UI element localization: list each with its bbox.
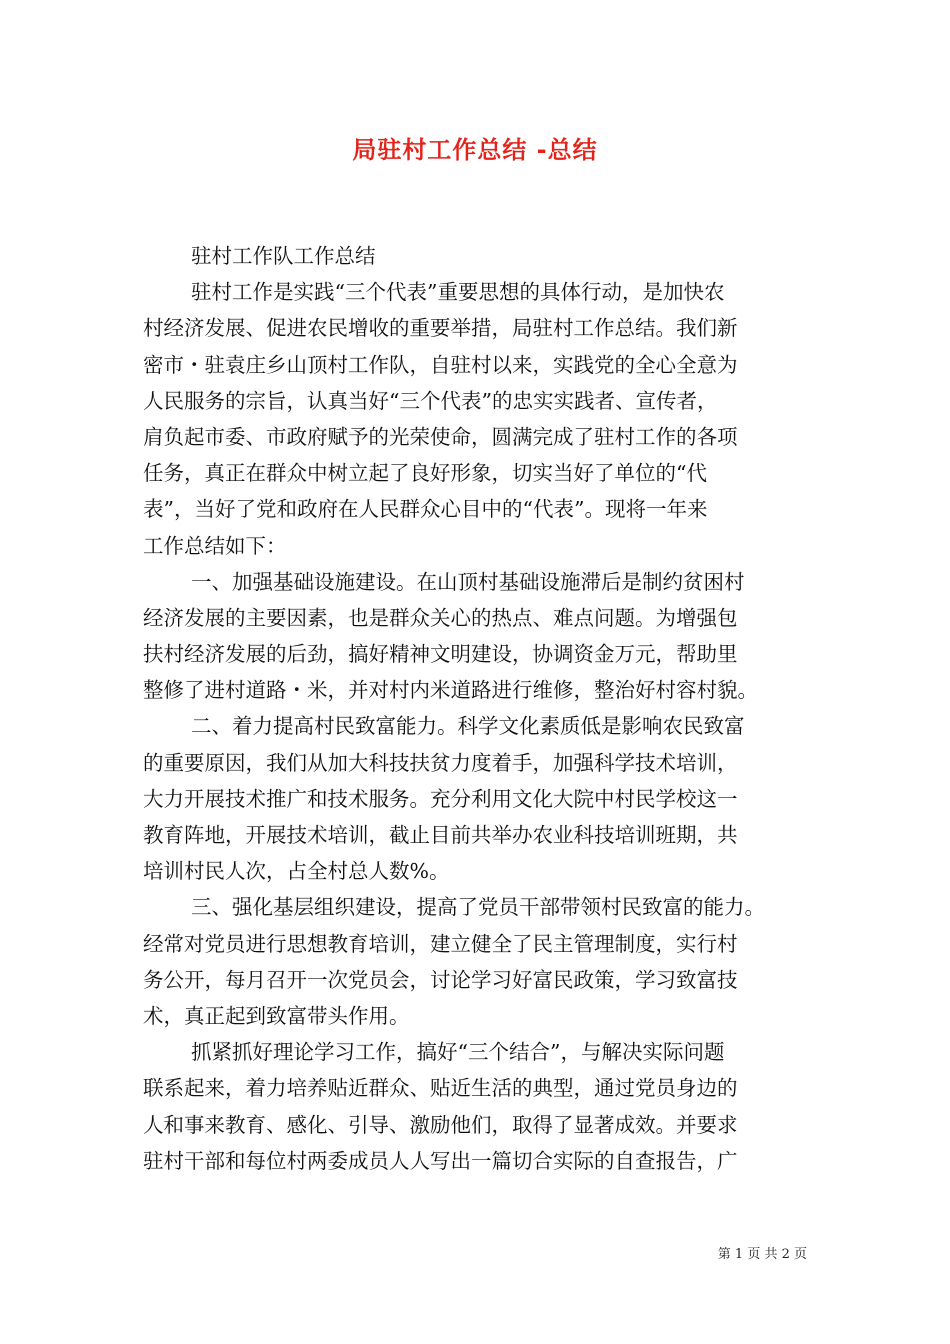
body-line: 整修了进村道路・米，并对村内米道路进行维修，整治好村容村貌。 [143,678,758,703]
body-line: 驻村工作是实践“三个代表”重要思想的具体行动，是加快农 [191,280,725,305]
body-line: 肩负起市委、市政府赋予的光荣使命，圆满完成了驻村工作的各项 [143,424,738,449]
body-line: 经常对党员进行思想教育培训，建立健全了民主管理制度，实行村 [143,931,738,956]
body-line: 密市・驻袁庄乡山顶村工作队，自驻村以来，实践党的全心全意为 [143,352,738,377]
body-line: 村经济发展、促进农民增收的重要举措，局驻村工作总结。我们新 [143,316,738,341]
body-line: 抓紧抓好理论学习工作，搞好“三个结合”，与解决实际问题 [191,1040,725,1065]
body-line: 工作总结如下： [143,533,287,558]
body-line: 培训村民人次，占全村总人数%。 [143,859,450,884]
body-line: 教育阵地，开展技术培训，截止目前共举办农业科技培训班期，共 [143,823,738,847]
body-line: 大力开展技术推广和技术服务。充分利用文化大院中村民学校这一 [143,786,738,811]
body-line: 务公开，每月召开一次党员会，讨论学习好富民政策，学习致富技 [143,967,738,992]
body-line: 一、加强基础设施建设。在山顶村基础设施滞后是制约贫困村 [191,569,745,594]
document-title: 局驻村工作总结 -总结 [352,136,598,164]
body-line: 人和事来教育、感化、引导、激励他们，取得了显著成效。并要求 [143,1112,738,1137]
body-line: 经济发展的主要因素，也是群众关心的热点、难点问题。为增强包 [143,605,738,630]
body-line: 表”，当好了党和政府在人民群众心目中的“代表”。现将一年来 [143,497,708,522]
body-line: 人民服务的宗旨，认真当好“三个代表”的忠实实践者、宣传者， [143,388,718,413]
body-line: 的重要原因，我们从加大科技扶贫力度着手，加强科学技术培训， [143,750,738,775]
body-line: 驻村干部和每位村两委成员人人写出一篇切合实际的自查报告，广 [143,1148,738,1173]
body-line: 任务，真正在群众中树立起了良好形象，切实当好了单位的“代 [143,461,707,486]
body-line: 联系起来，着力培养贴近群众、贴近生活的典型，通过党员身边的 [143,1076,738,1101]
body-line: 二、着力提高村民致富能力。科学文化素质低是影响农民致富 [191,714,745,739]
document-body [143,238,809,1179]
page-number: 第 1 页 共 2 页 [717,1247,807,1262]
body-line: 三、强化基层组织建设，提高了党员干部带领村民致富的能力。 [191,895,765,920]
body-line: 驻村工作队工作总结 [191,244,376,268]
body-line: 术，真正起到致富带头作用。 [143,1003,410,1028]
body-line: 扶村经济发展的后劲，搞好精神文明建设，协调资金万元，帮助里 [143,642,738,667]
